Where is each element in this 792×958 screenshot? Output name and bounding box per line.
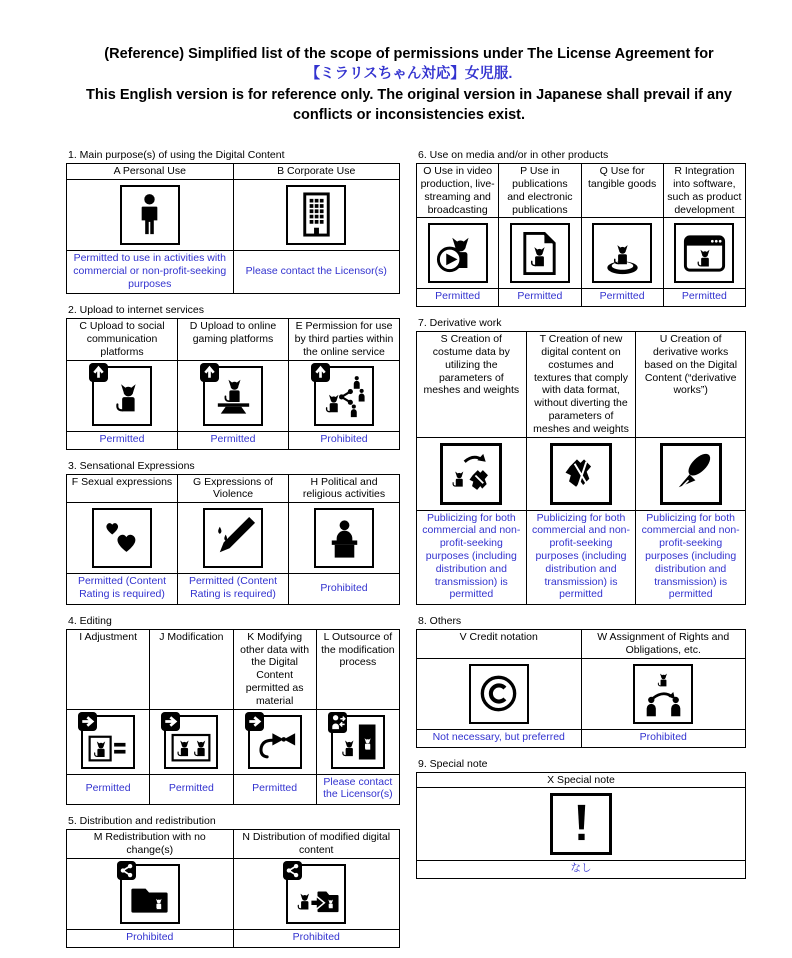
upload-social-icon [92, 366, 152, 426]
permissions-table [416, 772, 746, 880]
video-play-icon [428, 223, 488, 283]
cell-label: D Upload to online gaming platforms [178, 319, 289, 360]
content-columns [66, 149, 752, 957]
cell-label: C Upload to social communication platforms [67, 319, 178, 360]
cell-label: M Redistribution with no change(s) [67, 830, 234, 859]
podium-speech-icon [314, 508, 374, 568]
new-costume-icon [550, 443, 612, 505]
permissions-table [66, 318, 400, 449]
section-heading: 8. Others [418, 615, 462, 628]
title-disclaimer: This English version is for reference only. The original version in Japanese shall prevail if any conflicts or inconsistencies exist. [86, 86, 732, 123]
permissions-table [66, 629, 400, 805]
cell-status: なし [417, 861, 746, 879]
cell-status: Permitted [581, 289, 663, 307]
modify-other-data-icon [248, 715, 302, 769]
cell-label: J Modification [150, 629, 233, 709]
section-derivative [416, 317, 746, 605]
cell-label: U Creation of derivative works based on the Digital Content (“derivative works”) [636, 332, 746, 437]
permissions-table [66, 829, 400, 947]
section-heading: 2. Upload to internet services [68, 304, 204, 317]
cell-label: Q Use for tangible goods [581, 164, 663, 218]
cell-status: Prohibited [289, 431, 400, 449]
publication-page-icon [510, 223, 570, 283]
section-heading: 1. Main purpose(s) of using the Digital Content [68, 149, 285, 162]
cell-status: Prohibited [581, 729, 746, 747]
cell-label: P Use in publications and electronic publications [499, 164, 581, 218]
cell-status: Permitted [499, 289, 581, 307]
permissions-table [416, 629, 746, 747]
section-heading: 6. Use on media and/or in other products [418, 149, 609, 162]
section-special-note [416, 758, 746, 880]
cell-status: Permitted [67, 774, 150, 805]
hearts-icon [92, 508, 152, 568]
costume-data-icon [440, 443, 502, 505]
section-heading: 3. Sensational Expressions [68, 459, 195, 472]
left-column [66, 149, 400, 957]
product-name: 【ミラリスちゃん対応】女児服. [305, 66, 513, 83]
cell-label: E Permission for use by third parties within the online service [289, 319, 400, 360]
permissions-table [66, 474, 400, 605]
cell-status: Permitted [67, 431, 178, 449]
cell-status: Publicizing for both commercial and non-profit-seeking purposes (including distribution and transmission) is permitted [526, 510, 636, 605]
cell-status: Publicizing for both commercial and non-profit-seeking purposes (including distribution and transmission) is permitted [417, 510, 527, 605]
person-icon [120, 185, 180, 245]
adjustment-icon [81, 715, 135, 769]
section-upload [66, 304, 400, 449]
modified-distribution-icon [286, 864, 346, 924]
building-icon [286, 185, 346, 245]
section-editing [66, 615, 400, 805]
cell-status: Permitted [178, 431, 289, 449]
cell-label: T Creation of new digital content on costumes and textures that comply with data format, without diverting the parameters of meshes and weights [526, 332, 636, 437]
cell-status: Prohibited [67, 929, 234, 947]
document-title [69, 44, 749, 125]
section-main-purpose [66, 149, 400, 294]
cell-status: Permitted (Content Rating is required) [67, 574, 178, 605]
cell-label: L Outsource of the modification process [316, 629, 399, 709]
cell-label: W Assignment of Rights and Obligations, etc. [581, 630, 746, 659]
right-column [416, 149, 746, 889]
redistribution-folder-icon [120, 864, 180, 924]
cell-status: Publicizing for both commercial and non-profit-seeking purposes (including distribution and transmission) is permitted [636, 510, 746, 605]
cell-status: Please contact the Licensor(s) [316, 774, 399, 805]
section-sensational [66, 460, 400, 605]
cell-status: Please contact the Licensor(s) [233, 250, 400, 293]
cell-status: Permitted [150, 774, 233, 805]
upload-gaming-icon [203, 366, 263, 426]
cell-label: H Political and religious activities [289, 474, 400, 503]
cell-label: I Adjustment [67, 629, 150, 709]
modification-icon [164, 715, 218, 769]
third-party-share-icon [314, 366, 374, 426]
cell-label: O Use in video production, live-streaming and broadcasting [417, 164, 499, 218]
section-heading: 7. Derivative work [418, 317, 502, 330]
cell-status: Permitted [417, 289, 499, 307]
cell-status: Permitted [233, 774, 316, 805]
cell-label: V Credit notation [417, 630, 582, 659]
cell-label: B Corporate Use [233, 164, 400, 180]
title-line1: (Reference) Simplified list of the scope of permissions under The License Agreement for [104, 46, 714, 62]
outsource-icon [331, 715, 385, 769]
cell-label: R Integration into software, such as product development [663, 164, 745, 218]
cell-status: Prohibited [233, 929, 400, 947]
permissions-table [66, 163, 400, 294]
cell-status: Not necessary, but preferred [417, 729, 582, 747]
section-distribution [66, 815, 400, 947]
cell-label: S Creation of costume data by utilizing the parameters of meshes and weights [417, 332, 527, 437]
cell-status: Permitted [663, 289, 745, 307]
cell-status: Permitted (Content Rating is required) [178, 574, 289, 605]
section-media [416, 149, 746, 307]
section-heading: 5. Distribution and redistribution [68, 815, 216, 828]
cell-label: G Expressions of Violence [178, 474, 289, 503]
permissions-table [416, 163, 746, 307]
section-others [416, 615, 746, 747]
cell-label: F Sexual expressions [67, 474, 178, 503]
rights-assignment-icon [633, 664, 693, 724]
software-window-icon [674, 223, 734, 283]
cell-status: Prohibited [289, 574, 400, 605]
cell-label: N Distribution of modified digital content [233, 830, 400, 859]
cell-status: Permitted to use in activities with commercial or non-profit-seeking purposes [67, 250, 234, 293]
section-heading: 4. Editing [68, 614, 112, 627]
cell-label: X Special note [417, 772, 746, 788]
tangible-goods-icon [592, 223, 652, 283]
permissions-table [416, 331, 746, 605]
knife-icon [203, 508, 263, 568]
pen-icon [660, 443, 722, 505]
section-heading: 9. Special note [418, 757, 488, 770]
cell-label: A Personal Use [67, 164, 234, 180]
cell-label: K Modifying other data with the Digital Content permitted as material [233, 629, 316, 709]
copyright-icon [469, 664, 529, 724]
exclamation-icon [550, 793, 612, 855]
